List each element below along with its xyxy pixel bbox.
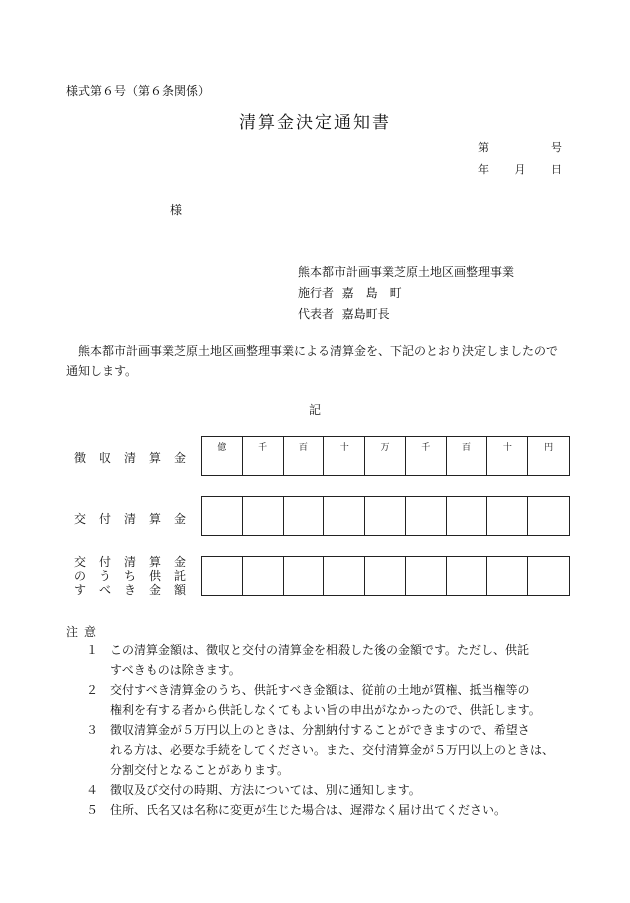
- label-char: 交: [74, 512, 87, 526]
- label-char: べ: [98, 583, 111, 597]
- amount-digit-cell[interactable]: [202, 437, 243, 475]
- label-deposit-amount: [74, 555, 186, 597]
- document-number-block: [478, 139, 562, 183]
- label-char: 金: [173, 512, 186, 526]
- executor-name: 嘉 島 町: [341, 286, 402, 300]
- label-line: [74, 583, 186, 597]
- number-prefix: 第: [478, 141, 489, 154]
- notice-body: [66, 341, 566, 381]
- label-char: 徴: [74, 451, 87, 465]
- amount-digit-cell[interactable]: [284, 497, 325, 535]
- label-char: 清: [123, 512, 136, 526]
- page-title: 清算金決定通知書: [239, 113, 391, 133]
- amount-digit-cell[interactable]: [487, 497, 528, 535]
- amount-digit-cell[interactable]: [365, 557, 406, 595]
- unit-label: 十: [339, 443, 349, 453]
- amount-digit-cell[interactable]: [406, 437, 447, 475]
- label-char: 清: [123, 451, 136, 465]
- label-char: の: [74, 569, 87, 583]
- amount-digit-cell[interactable]: [202, 497, 243, 535]
- notes-list: [66, 640, 566, 820]
- label-char: 算: [148, 512, 161, 526]
- amount-digit-cell[interactable]: [365, 497, 406, 535]
- form-number: 様式第６号（第６条関係）: [66, 84, 211, 98]
- note-item: ２ 交付すべき清算金のうち、供託すべき金額は、従前の土地が質権、抵当権等の 権利を有する者から供託しなくてもよい旨の申出がなかったので、供託します。: [85, 683, 541, 717]
- amount-digit-cell[interactable]: [447, 437, 488, 475]
- recipient-honorific: 様: [170, 203, 183, 217]
- amount-digit-cell[interactable]: [365, 437, 406, 475]
- amount-digit-cell[interactable]: [528, 557, 569, 595]
- amount-digit-cell[interactable]: [447, 497, 488, 535]
- amount-digit-cell[interactable]: [243, 557, 284, 595]
- amount-digit-cell[interactable]: [487, 437, 528, 475]
- unit-label: 万: [380, 443, 390, 453]
- executor-label: 施行者: [298, 286, 335, 300]
- label-line: [74, 555, 186, 569]
- day-label: 日: [551, 163, 562, 176]
- label-char: ち: [123, 569, 136, 583]
- label-char: 算: [148, 555, 161, 569]
- label-line: [74, 569, 186, 583]
- notice-body-text: 熊本都市計画事業芝原土地区画整理事業による清算金を、下記のとおり決定しましたので通知します。: [66, 344, 559, 378]
- representative-name: 嘉島町長: [341, 307, 390, 321]
- unit-label: 百: [298, 443, 308, 453]
- ki-heading: 記: [308, 403, 321, 417]
- label-char: 金: [173, 451, 186, 465]
- unit-label: 千: [421, 443, 431, 453]
- amount-digit-cell[interactable]: [406, 557, 447, 595]
- note-item: ４ 徴収及び交付の時期、方法については、別に通知します。: [85, 783, 421, 797]
- label-char: 算: [148, 451, 161, 465]
- amount-digit-cell[interactable]: [324, 497, 365, 535]
- sender-block: [298, 262, 514, 325]
- sender-project: 熊本都市計画事業芝原土地区画整理事業: [298, 265, 515, 279]
- label-collection-settlement: [74, 449, 186, 466]
- unit-label: 千: [258, 443, 268, 453]
- month-label: 月: [514, 163, 526, 176]
- label-char: 託: [173, 569, 186, 583]
- label-char: き: [123, 583, 136, 597]
- amount-digit-cell[interactable]: [284, 557, 325, 595]
- unit-label: 円: [544, 443, 554, 453]
- label-char: 金: [173, 555, 186, 569]
- amount-digit-cell[interactable]: [528, 437, 569, 475]
- representative-label: 代表者: [298, 307, 335, 321]
- amount-grid-grant: [201, 496, 570, 536]
- label-char: 清: [123, 555, 136, 569]
- amount-digit-cell[interactable]: [324, 437, 365, 475]
- label-char: 付: [98, 555, 111, 569]
- label-char: 金: [148, 583, 161, 597]
- label-char: 交: [74, 555, 87, 569]
- amount-digit-cell[interactable]: [406, 497, 447, 535]
- amount-digit-cell[interactable]: [324, 557, 365, 595]
- unit-label: 億: [217, 443, 227, 453]
- amount-digit-cell[interactable]: [243, 497, 284, 535]
- note-item: ３ 徴収清算金が５万円以上のときは、分割納付することができますので、希望さ れる方は、必要な手続をしてください。また、交付清算金が５万円以上のときは、 分割交付となることがあります。: [85, 723, 555, 777]
- notes-title: 注意: [66, 625, 103, 639]
- amount-digit-cell[interactable]: [284, 437, 325, 475]
- label-char: す: [74, 583, 87, 597]
- amount-digit-cell[interactable]: [487, 557, 528, 595]
- amount-digit-cell[interactable]: [202, 557, 243, 595]
- label-char: 収: [98, 451, 111, 465]
- unit-label: 百: [462, 443, 472, 453]
- unit-label: 十: [502, 443, 512, 453]
- number-suffix: 号: [551, 141, 562, 154]
- label-char: 額: [173, 583, 186, 597]
- label-char: 付: [98, 512, 111, 526]
- note-item: ５ 住所、氏名又は名称に変更が生じた場合は、遅滞なく届け出てください。: [85, 803, 507, 817]
- label-char: 供: [148, 569, 161, 583]
- year-label: 年: [478, 163, 489, 176]
- amount-digit-cell[interactable]: [528, 497, 569, 535]
- label-char: う: [98, 569, 111, 583]
- amount-digit-cell[interactable]: [243, 437, 284, 475]
- amount-grid-deposit: [201, 556, 570, 596]
- label-grant-settlement: [74, 510, 186, 527]
- amount-digit-cell[interactable]: [447, 557, 488, 595]
- note-item: １ この清算金額は、徴収と交付の清算金を相殺した後の金額です。ただし、供託 すべきものは除きます。: [85, 643, 530, 677]
- amount-grid-collection: [201, 436, 570, 476]
